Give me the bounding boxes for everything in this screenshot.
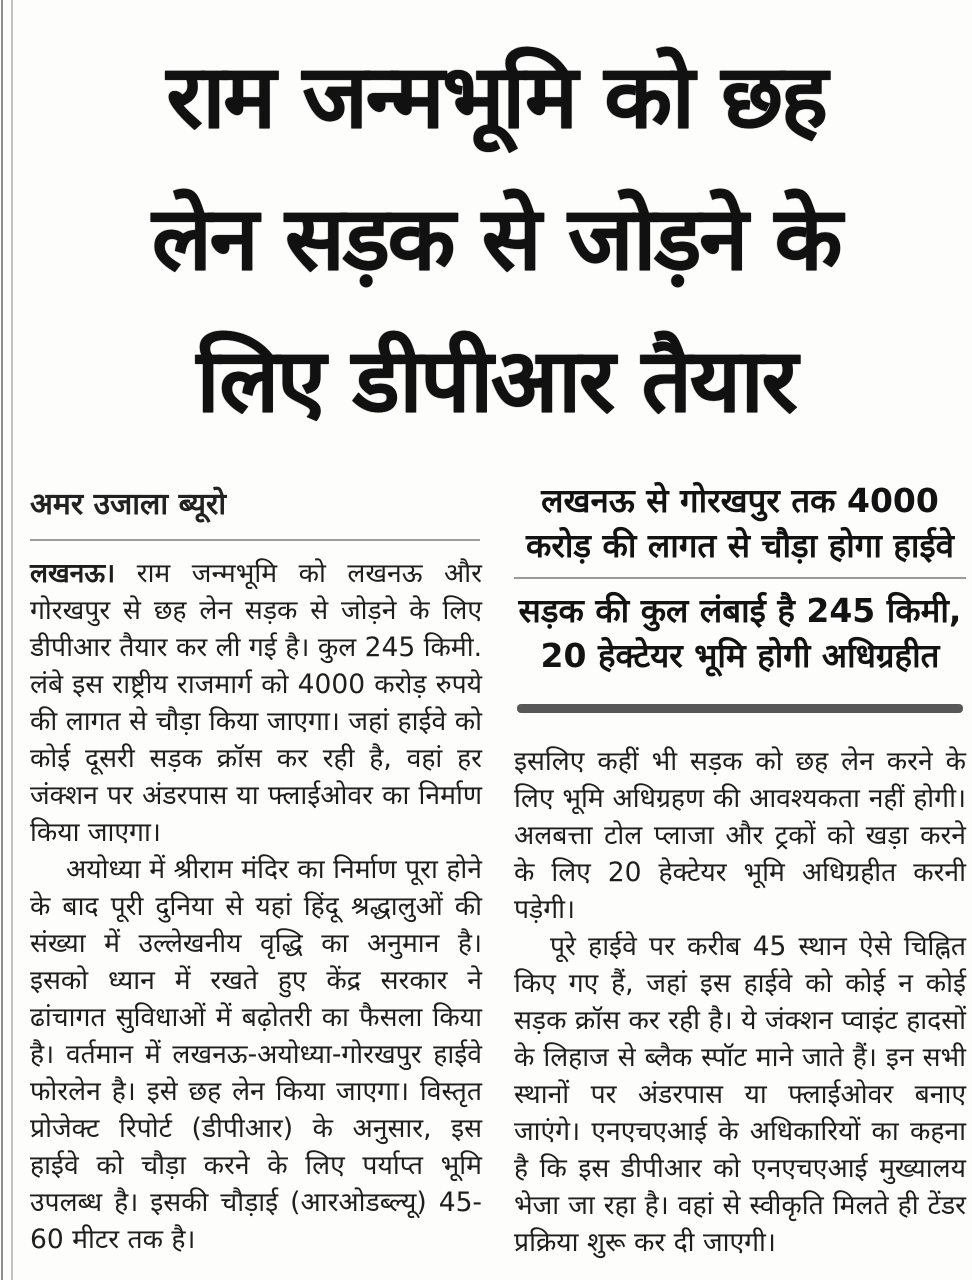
- byline-rule: [30, 539, 480, 541]
- left-column: [30, 468, 482, 1261]
- subhead-1: लखनऊ से गोरखपुर तक 4000 करोड़ की लागत से चौड़ा होगा हाईवे: [525, 481, 954, 565]
- paragraph-2: अयोध्या में श्रीराम मंदिर का निर्माण पूरा होने के बाद पूरी दुनिया से यहां हिंदू श्रद्धालुओं की संख्या में उल्लेखनीय वृद्धि का अनुमान है। इसको ध्यान में रखते हुए केंद्र सरकार ने ढांचागत सुविधाओं में बढ़ोतरी का फैसला किया है। वर्तमान में लखनऊ-अयोध्या-गोरखपुर हाईवे फोरलेन है। इसे छह लेन किया जाएगा। विस्तृत प्रोजेक्ट रिपोर्ट (डीपीआर) के अनुसार, इस हाईवे को चौड़ा करने के लिए पर्याप्त भूमि उपलब्ध है। इसकी चौड़ाई (आरओडब्ल्यू) 45-60 मीटर तक है।: [30, 854, 482, 1255]
- dateline: लखनऊ।: [30, 558, 116, 589]
- paragraph-4: पूरे हाईवे पर करीब 45 स्थान ऐसे चिह्नित किए गए हैं, जहां इस हाईवे को कोई न कोई सड़क क्रॉस कर रही है। ये जंक्शन प्वाइंट हादसों के लिहाज से ब्लैक स्पॉट माने जाते हैं। इन सभी स्थानों पर अंडरपास या फ्लाईओवर बनाए जाएंगे। एनएचएआई के अधिकारियों का कहना है कि इस डीपीआर को एनएचएआई मुख्यालय भेजा जा रहा है। वहां से स्वीकृति मिलते ही टेंडर प्रक्रिया शुरू कर दी जाएगी।: [514, 931, 966, 1258]
- article-body: [30, 468, 966, 1261]
- page-left-edge-line: [1, 0, 3, 1280]
- paragraph-3: इसलिए कहीं भी सड़क को छह लेन करने के लिए भूमि अधिग्रहण की आवश्यकता नहीं होगी। अलबत्ता टोल प्लाजा और ट्रकों को खड़ा करने के लिए 20 हेक्टेयर भूमि अधिग्रहीत करनी पड़ेगी।: [514, 746, 966, 925]
- section-divider-bar: [517, 704, 963, 713]
- subhead-2: सड़क की कुल लंबाई है 245 किमी, 20 हेक्टेयर भूमि होगी अधिग्रहीत: [518, 591, 962, 675]
- byline: अमर उजाला ब्यूरो: [30, 487, 227, 522]
- right-column: [514, 468, 966, 1261]
- subhead-divider-rule: [514, 577, 966, 579]
- headline-line-2: लेन सड़क से जोड़ने के: [151, 187, 841, 290]
- paragraph-1: [30, 555, 482, 851]
- headline-line-3: लिए डीपीआर तैयार: [196, 329, 796, 432]
- column-rule-left: [11, 0, 13, 1280]
- paragraph-1-text: राम जन्मभूमि को लखनऊ और गोरखपुर से छह लेन सड़क से जोड़ने के लिए डीपीआर तैयार कर ली गई है। कुल 245 किमी. लंबे इस राष्ट्रीय राजमार्ग को 4000 करोड़ रुपये की लागत से चौड़ा किया जाएगा। जहां हाईवे को कोई दूसरी सड़क क्रॉस कर रही है, वहां हर जंक्शन पर अंडरपास या फ्लाईओवर का निर्माण किया जाएगा।: [30, 558, 482, 848]
- headline: [34, 26, 958, 452]
- headline-line-1: राम जन्मभूमि को छह: [166, 45, 826, 148]
